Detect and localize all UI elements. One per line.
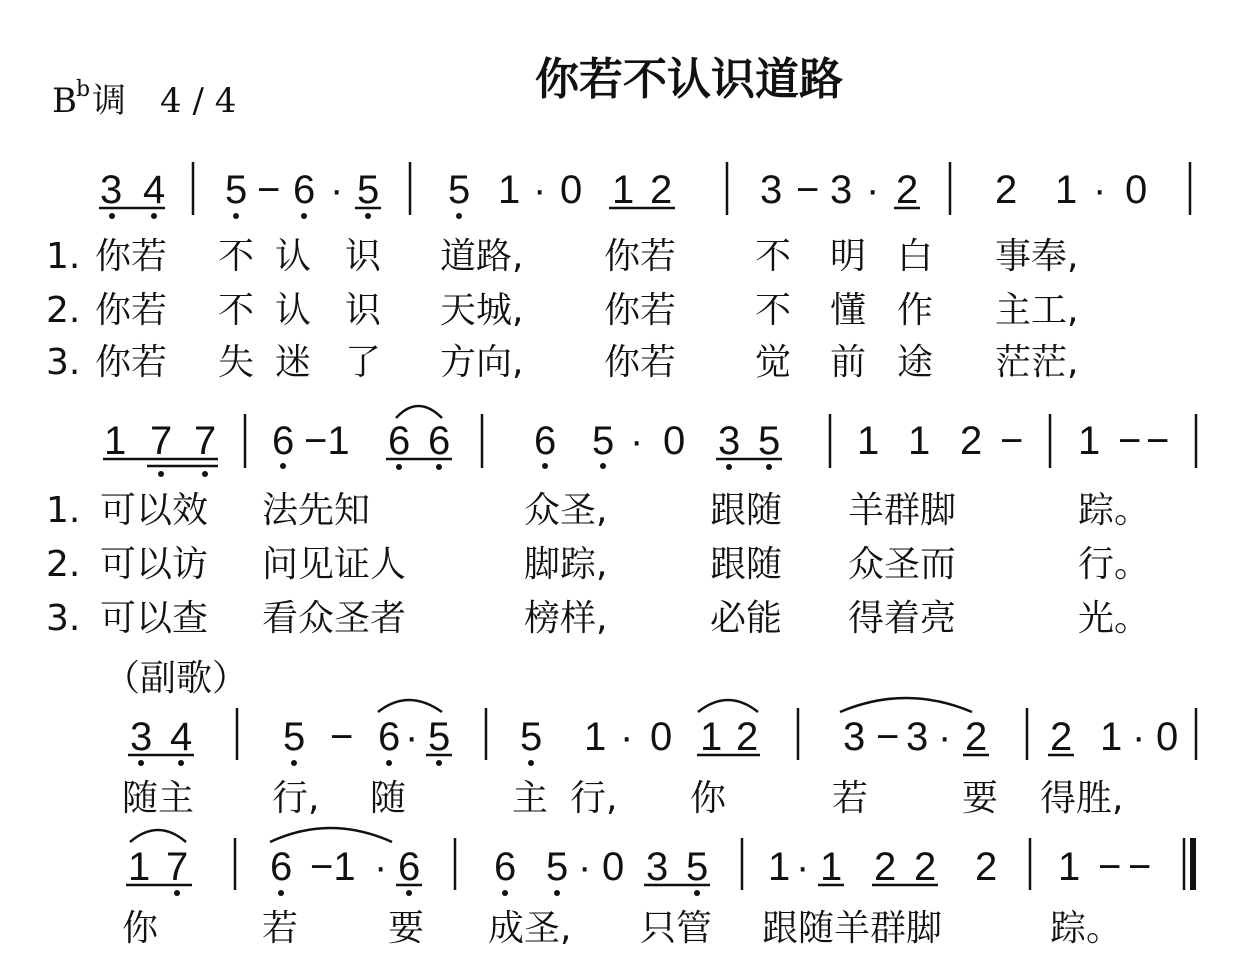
lyric: 踪。 [1050, 908, 1123, 949]
lyric: 事奉, [995, 236, 1079, 277]
note: 1 [1058, 845, 1081, 889]
note: 0 [1156, 715, 1179, 759]
lyric: 识 [345, 236, 382, 277]
note: 1 [584, 715, 607, 759]
lyric: 你 [690, 778, 727, 819]
note: 4 [143, 168, 166, 212]
note: 1 [700, 715, 723, 759]
note: 5 [448, 168, 471, 212]
lyric: 行, [272, 778, 320, 819]
dot-duration: · [796, 845, 810, 889]
lyric: 不 [755, 236, 792, 277]
note: 3 [646, 845, 669, 889]
low-octave-dot [396, 464, 402, 470]
note: 3 [843, 715, 866, 759]
lyric: 明 [830, 236, 867, 277]
note: 1 [498, 168, 521, 212]
note: 3 [130, 715, 153, 759]
key-flat: b [76, 77, 91, 102]
lyric: 成圣, [488, 908, 572, 949]
lyric: 羊群脚 [848, 490, 957, 531]
dash: − [1128, 845, 1152, 889]
lyric: 途 [897, 342, 934, 383]
note: 0 [560, 168, 583, 212]
dot-duration: · [630, 419, 644, 463]
lyric: 茫茫, [995, 342, 1079, 383]
note: 0 [602, 845, 625, 889]
dash: − [1000, 419, 1024, 463]
note: 1 [820, 845, 843, 889]
note: 5 [546, 845, 569, 889]
low-octave-dot [694, 890, 700, 896]
lyric: 不 [218, 290, 255, 331]
lyric: 主 [512, 778, 549, 819]
lyric: 可以效 [100, 490, 209, 531]
note: 2 [965, 715, 988, 759]
note: 5 [357, 168, 380, 212]
low-octave-dot [554, 890, 560, 896]
system-1-notation [99, 162, 1190, 219]
low-octave-dot [109, 213, 115, 219]
low-octave-dot [291, 760, 297, 766]
dash: − [796, 168, 820, 212]
low-octave-dot [174, 890, 180, 896]
key-label: 调 [92, 81, 126, 121]
lyric: 行。 [1078, 544, 1151, 585]
note: 2 [874, 845, 897, 889]
dot-duration: · [1093, 168, 1107, 212]
low-octave-dot [502, 890, 508, 896]
dot-duration: · [938, 715, 952, 759]
lyric: 你若 [95, 290, 168, 331]
lyric: 觉 [755, 342, 792, 383]
dash-note: −1 [310, 845, 356, 889]
bar-line-thick [1190, 838, 1196, 890]
low-octave-dot [436, 760, 442, 766]
low-octave-dot [766, 464, 772, 470]
final-bar-line [1184, 838, 1196, 890]
note: 1 [612, 168, 635, 212]
dot-duration: · [578, 845, 592, 889]
note: 6 [293, 168, 316, 212]
slur [698, 700, 758, 712]
lyric: 看众圣者 [262, 598, 407, 639]
lyric: 你若 [604, 236, 677, 277]
lyric: 方向, [440, 342, 524, 383]
note: 6 [272, 419, 295, 463]
system-3-lyrics [122, 778, 1123, 819]
low-octave-dot [202, 471, 208, 477]
lyric: 前 [830, 342, 867, 383]
low-octave-dot [233, 213, 239, 219]
note: 3 [830, 168, 853, 212]
lyric: 可以访 [100, 544, 209, 585]
lyric: 随 [370, 778, 407, 819]
lyric: 道路, [440, 236, 524, 277]
lyric: 只管 [640, 908, 713, 949]
dot-duration: · [1132, 715, 1146, 759]
lyric: 认 [275, 290, 312, 331]
note: 0 [1125, 168, 1148, 212]
dash: − [1146, 419, 1170, 463]
note: 5 [520, 715, 543, 759]
lyric: 得胜, [1040, 778, 1124, 819]
low-octave-dot [138, 760, 144, 766]
verse-number: 3. [46, 342, 81, 383]
low-octave-dot [726, 464, 732, 470]
low-octave-dot [600, 463, 606, 469]
system-2-notation [103, 406, 1196, 477]
note: 7 [150, 419, 173, 463]
low-octave-dot [406, 890, 412, 896]
system-1-lyrics [46, 236, 1078, 383]
note: 1 [857, 419, 880, 463]
song-title: 你若不认识道路 [535, 54, 843, 105]
lyric: 可以查 [100, 598, 209, 639]
dot-duration: · [866, 168, 880, 212]
note: 6 [388, 419, 411, 463]
note: 5 [225, 168, 248, 212]
note: 1 [128, 845, 151, 889]
lyric: 识 [345, 290, 382, 331]
slur [840, 698, 972, 712]
lyric: 若 [832, 778, 869, 819]
note: 6 [428, 419, 451, 463]
low-octave-dot [158, 471, 164, 477]
dot-duration: · [405, 715, 419, 759]
verse-number: 1. [46, 236, 81, 277]
lyric: 众圣, [524, 490, 608, 531]
lyric: 不 [755, 290, 792, 331]
system-3-notation [128, 698, 1196, 766]
lyric: 法先知 [262, 490, 371, 531]
lyric: 随主 [122, 778, 195, 819]
low-octave-dot [278, 890, 284, 896]
note: 1 [908, 419, 931, 463]
note: 6 [378, 715, 401, 759]
lyric: 跟随羊群脚 [762, 908, 943, 949]
key-letter: B [52, 81, 77, 121]
verse-number: 1. [46, 490, 81, 531]
dot-duration: · [330, 168, 344, 212]
lyric: 你若 [604, 290, 677, 331]
dash-note: −1 [304, 419, 350, 463]
note: 5 [283, 715, 306, 759]
low-octave-dot [436, 464, 442, 470]
note: 3 [100, 168, 123, 212]
note: 7 [194, 419, 217, 463]
note: 2 [960, 419, 983, 463]
lyric: 踪。 [1078, 490, 1151, 531]
system-2-lyrics [46, 490, 1150, 639]
note: 3 [718, 419, 741, 463]
lyric: 作 [897, 290, 934, 331]
lyric: 脚踪, [524, 544, 608, 585]
lyric: 了 [345, 342, 382, 383]
chorus-label: （副歌） [104, 658, 249, 699]
key-signature [52, 77, 236, 121]
low-octave-dot [301, 213, 307, 219]
dash: − [1118, 419, 1142, 463]
dot-duration: · [533, 168, 547, 212]
note: 3 [906, 715, 929, 759]
low-octave-dot [456, 213, 462, 219]
note: 2 [650, 168, 673, 212]
note: 2 [1050, 715, 1073, 759]
low-octave-dot [542, 463, 548, 469]
dot-duration: · [374, 845, 388, 889]
lyric: 不 [218, 236, 255, 277]
note: 6 [534, 419, 557, 463]
dash: − [257, 168, 281, 212]
low-octave-dot [178, 760, 184, 766]
note: 1 [1055, 168, 1078, 212]
lyric: 认 [275, 236, 312, 277]
verse-number: 3. [46, 598, 81, 639]
slur [396, 406, 442, 418]
lyric: 光。 [1078, 598, 1151, 639]
note: 2 [914, 845, 937, 889]
dash: − [1098, 845, 1122, 889]
note: 7 [166, 845, 189, 889]
lyric: 必能 [710, 598, 783, 639]
lyric: 白 [897, 236, 934, 277]
note: 1 [768, 845, 791, 889]
note: 2 [975, 845, 998, 889]
note: 2 [896, 168, 919, 212]
note: 1 [1100, 715, 1123, 759]
lyric: 你若 [95, 342, 168, 383]
lyric: 得着亮 [848, 598, 957, 639]
note: 2 [995, 168, 1018, 212]
lyric: 跟随 [710, 544, 783, 585]
lyric: 主工, [995, 290, 1079, 331]
verse-number: 2. [46, 544, 81, 585]
note: 5 [428, 715, 451, 759]
note: 1 [1078, 419, 1101, 463]
slur [378, 700, 442, 712]
note: 6 [494, 845, 517, 889]
verse-number: 2. [46, 290, 81, 331]
lyric: 众圣而 [848, 544, 957, 585]
lyric: 跟随 [710, 490, 783, 531]
low-octave-dot [280, 463, 286, 469]
dot-duration: · [620, 715, 634, 759]
lyric: 若 [262, 908, 299, 949]
lyric: 榜样, [524, 598, 608, 639]
lyric: 你若 [604, 342, 677, 383]
note: 4 [170, 715, 193, 759]
lyric: 你 [122, 908, 159, 949]
low-octave-dot [386, 760, 392, 766]
note: 5 [758, 419, 781, 463]
lyric: 失 [218, 342, 255, 383]
low-octave-dot [365, 213, 371, 219]
slur [270, 828, 392, 842]
low-octave-dot [151, 213, 157, 219]
note: 6 [398, 845, 421, 889]
lyric: 要 [962, 778, 999, 819]
lyric: 你若 [95, 236, 168, 277]
dash: − [876, 715, 900, 759]
low-octave-dot [528, 760, 534, 766]
system-4-notation [126, 828, 1196, 896]
note: 5 [592, 419, 615, 463]
system-4-lyrics [122, 908, 1122, 949]
slur [130, 830, 186, 842]
note: 0 [650, 715, 673, 759]
lyric: 行, [570, 778, 618, 819]
note: 6 [270, 845, 293, 889]
dash: − [330, 715, 354, 759]
lyric: 懂 [830, 290, 867, 331]
note: 1 [104, 419, 127, 463]
note: 2 [736, 715, 759, 759]
note: 5 [686, 845, 709, 889]
lyric: 天城, [440, 290, 524, 331]
lyric: 要 [388, 908, 425, 949]
lyric: 问见证人 [262, 544, 407, 585]
note: 3 [760, 168, 783, 212]
note: 0 [663, 419, 686, 463]
lyric: 迷 [275, 342, 312, 383]
time-signature: 4 / 4 [160, 81, 237, 121]
